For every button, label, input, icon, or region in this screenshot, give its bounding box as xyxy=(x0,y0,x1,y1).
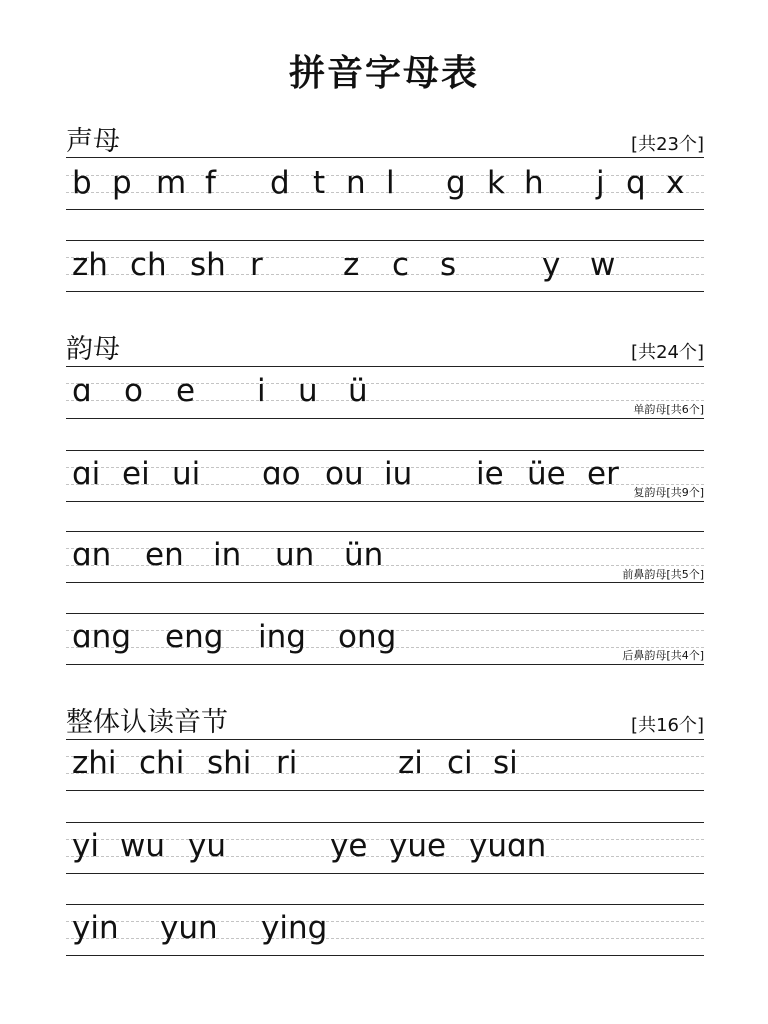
pinyin-letter: z xyxy=(343,247,360,283)
pinyin-letter: w xyxy=(590,247,616,283)
section-rule xyxy=(66,739,704,740)
writing-topline xyxy=(66,531,704,532)
row-sublabel: 后鼻韵母[共4个] xyxy=(622,649,704,662)
row-sublabel: 复韵母[共9个] xyxy=(633,486,704,499)
writing-baseline xyxy=(66,790,704,791)
pinyin-letter: ü xyxy=(348,373,368,409)
pinyin-letter: si xyxy=(493,745,518,781)
section-count-shengmu: [共23个] xyxy=(631,134,704,155)
pinyin-letter: ri xyxy=(276,745,298,781)
pinyin-letter: sh xyxy=(190,247,226,283)
pinyin-letter: r xyxy=(250,247,263,283)
pinyin-letter: h xyxy=(524,165,544,201)
pinyin-letter: ie xyxy=(476,456,504,492)
pinyin-letter: q xyxy=(626,165,646,201)
pinyin-letter: ing xyxy=(258,619,306,655)
pinyin-letter: ui xyxy=(172,456,201,492)
writing-topline xyxy=(66,904,704,905)
pinyin-letter: ch xyxy=(130,247,167,283)
pinyin-letter: ɑi xyxy=(72,456,101,492)
pinyin-letter: ye xyxy=(330,828,368,864)
pinyin-letter: wu xyxy=(120,828,166,864)
section-count-yunmu: [共24个] xyxy=(631,342,704,363)
pinyin-letter: u xyxy=(298,373,318,409)
pinyin-letter: ɑn xyxy=(72,537,112,573)
pinyin-letter: g xyxy=(446,165,466,201)
pinyin-letter: i xyxy=(257,373,266,409)
section-title-zhengti: 整体认读音节 xyxy=(66,707,228,738)
pinyin-letter: o xyxy=(124,373,143,409)
pinyin-letter: in xyxy=(213,537,242,573)
row-sublabel: 前鼻韵母[共5个] xyxy=(622,568,704,581)
writing-topline xyxy=(66,240,704,241)
pinyin-letter: zi xyxy=(398,745,423,781)
pinyin-letter: en xyxy=(145,537,184,573)
pinyin-letter: t xyxy=(313,165,326,201)
pinyin-letter: yi xyxy=(72,828,99,864)
writing-baseline xyxy=(66,664,704,665)
pinyin-letter: chi xyxy=(139,745,185,781)
pinyin-letter: j xyxy=(596,165,605,201)
pinyin-letter: ong xyxy=(338,619,397,655)
writing-topline xyxy=(66,613,704,614)
pinyin-letter: l xyxy=(386,165,395,201)
section-count-zhengti: [共16个] xyxy=(631,715,704,736)
writing-baseline xyxy=(66,291,704,292)
pinyin-letter: ün xyxy=(344,537,384,573)
pinyin-letter: ɑo xyxy=(262,456,301,492)
writing-baseline xyxy=(66,501,704,502)
pinyin-letter: n xyxy=(346,165,366,201)
pinyin-letter: y xyxy=(542,247,561,283)
writing-baseline xyxy=(66,209,704,210)
pinyin-letter: üe xyxy=(527,456,566,492)
pinyin-letter: ou xyxy=(325,456,364,492)
section-title-yunmu: 韵母 xyxy=(66,334,120,365)
pinyin-letter: p xyxy=(112,165,132,201)
pinyin-letter: ying xyxy=(261,910,328,946)
writing-baseline xyxy=(66,955,704,956)
pinyin-letter: ei xyxy=(122,456,150,492)
pinyin-letter: k xyxy=(487,165,505,201)
pinyin-letter: shi xyxy=(207,745,252,781)
writing-topline xyxy=(66,822,704,823)
pinyin-letter: x xyxy=(666,165,685,201)
section-rule xyxy=(66,157,704,158)
pinyin-letter: iu xyxy=(384,456,413,492)
pinyin-letter: yue xyxy=(389,828,447,864)
pinyin-letter: yun xyxy=(160,910,218,946)
pinyin-letter: e xyxy=(176,373,196,409)
pinyin-letter: f xyxy=(205,165,216,201)
pinyin-letter: ɑ xyxy=(72,373,92,409)
page-title: 拼音字母表 xyxy=(288,53,479,94)
pinyin-letter: ɑng xyxy=(72,619,132,655)
pinyin-letter: s xyxy=(440,247,457,283)
pinyin-letter: er xyxy=(587,456,619,492)
pinyin-letter: zhi xyxy=(72,745,117,781)
pinyin-letter: zh xyxy=(72,247,108,283)
writing-baseline xyxy=(66,873,704,874)
pinyin-letter: c xyxy=(392,247,410,283)
pinyin-letter: yin xyxy=(72,910,119,946)
writing-guide-line xyxy=(66,383,704,384)
section-rule xyxy=(66,366,704,367)
pinyin-letter: eng xyxy=(165,619,224,655)
pinyin-letter: b xyxy=(72,165,92,201)
writing-topline xyxy=(66,450,704,451)
writing-guide-line xyxy=(66,400,704,401)
pinyin-letter: m xyxy=(156,165,187,201)
pinyin-letter: un xyxy=(275,537,315,573)
writing-baseline xyxy=(66,418,704,419)
pinyin-letter: yuɑn xyxy=(469,828,547,864)
pinyin-letter: yu xyxy=(188,828,226,864)
row-sublabel: 单韵母[共6个] xyxy=(633,403,704,416)
writing-baseline xyxy=(66,582,704,583)
section-title-shengmu: 声母 xyxy=(66,126,120,157)
pinyin-letter: ci xyxy=(447,745,473,781)
pinyin-letter: d xyxy=(270,165,290,201)
